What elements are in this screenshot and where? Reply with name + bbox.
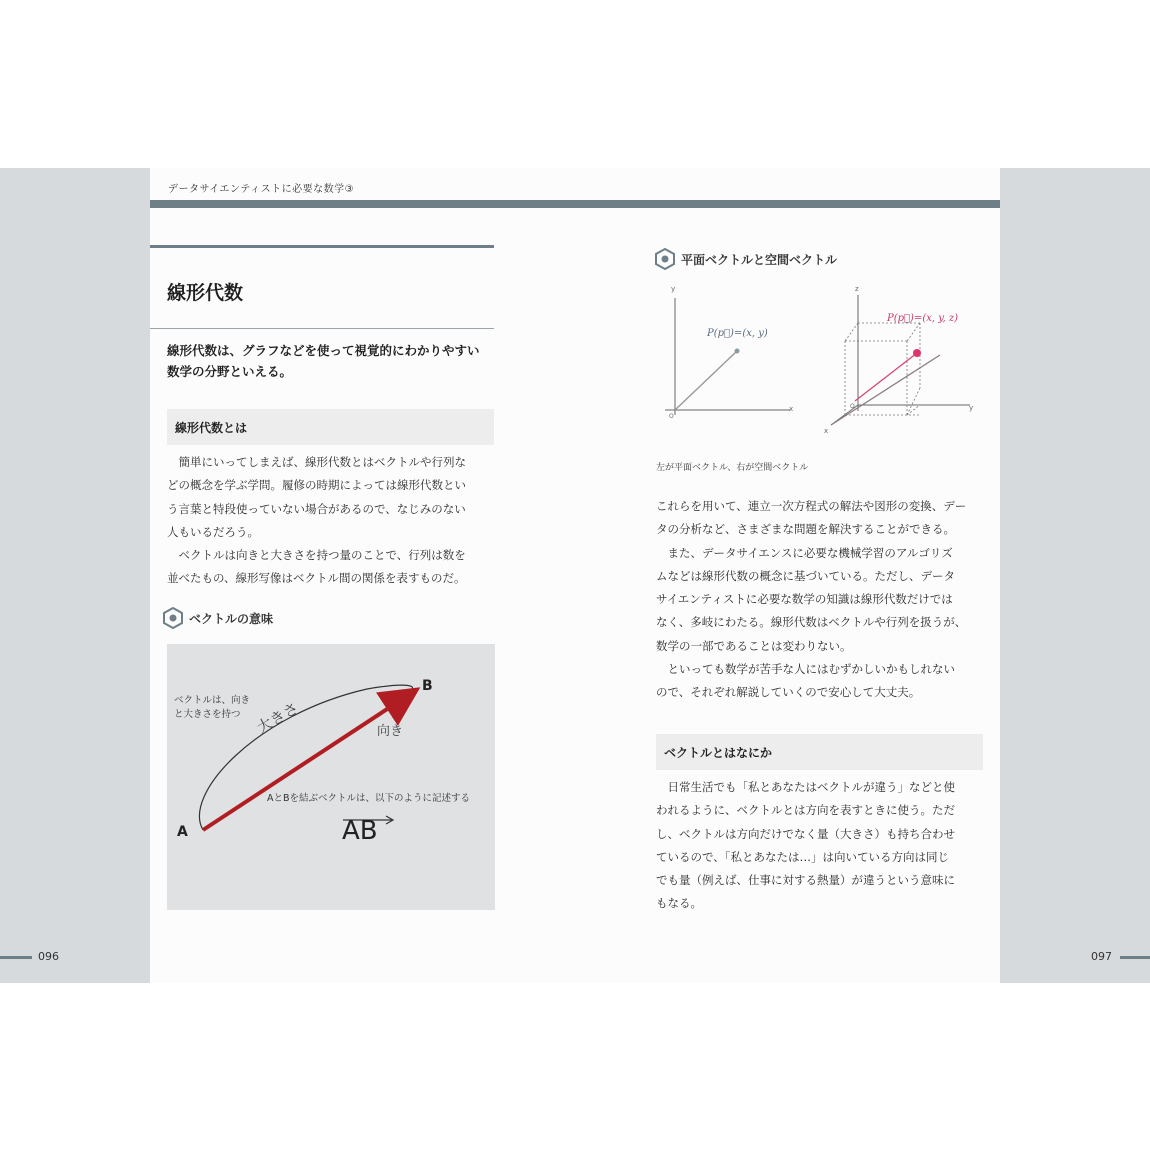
- right-outer-margin: [1000, 168, 1150, 983]
- chapter-title: 線形代数: [167, 282, 244, 304]
- axis-label-x-2d: x: [789, 405, 794, 413]
- body-line: タの分析など、さまざまな問題を解決することができる。: [656, 522, 955, 537]
- lead-line: 線形代数は、グラフなどを使って視覚的にわかりやすい: [167, 343, 480, 358]
- running-head: データサイエンティストに必要な数学③: [168, 184, 355, 195]
- left-outer-margin: [0, 168, 150, 983]
- body-line: サイエンティストに必要な数学の知識は線形代数だけでは: [656, 592, 953, 607]
- section-heading: ベクトルとはなにか: [664, 746, 773, 760]
- label-direction: 向き: [377, 724, 404, 739]
- vector-diagram: [167, 644, 495, 910]
- body-text-right: [656, 495, 986, 705]
- body-line: ベクトルは向きと大きさを持つ量のことで、行列は数を: [178, 548, 466, 563]
- title-bottom-rule: [150, 328, 494, 329]
- body-line: 人もいるだろう。: [167, 524, 259, 539]
- body-line: う言葉と特段使っていない場合があるので、なじみのない: [167, 501, 466, 516]
- subheading-vector-meaning: [163, 607, 273, 629]
- vector-notation: AB: [342, 816, 378, 846]
- lead-paragraph: [167, 340, 497, 382]
- subheading-label: 平面ベクトルと空間ベクトル: [681, 252, 838, 267]
- point-p-2d: [735, 349, 740, 354]
- reference-line-3d: [831, 355, 940, 425]
- body-line: もなる。: [656, 896, 702, 911]
- body-line: し、ベクトルは方向だけでなく量（大きさ）も持ち合わせ: [656, 826, 955, 841]
- body-line: また、データサイエンスに必要な機械学習のアルゴリズ: [667, 545, 953, 560]
- lead-line: 数学の分野といえる。: [167, 364, 293, 379]
- page-number-left: 096: [38, 950, 59, 963]
- body-line: ムなどは線形代数の概念に基づいている。ただし、データ: [656, 568, 955, 583]
- vector-figures: [655, 283, 985, 443]
- page-number-rule-right: [1120, 956, 1150, 959]
- section-heading: 線形代数とは: [175, 421, 248, 435]
- origin-label-3d: O: [850, 403, 855, 410]
- label-plane-vector: P(p⃗)=(x, y): [707, 328, 768, 339]
- body-text-section1: [167, 451, 497, 591]
- body-line: どの概念を学ぶ学問。履修の時期によっては線形代数とい: [167, 478, 466, 493]
- label-magnitude: 大きさ: [253, 698, 302, 737]
- vector-2d: [675, 351, 737, 410]
- box-3d: [845, 323, 920, 415]
- axis-label-x-3d: x: [824, 427, 829, 435]
- body-line: 並べたもの、線形写像はベクトル間の関係を表すものだ。: [167, 571, 466, 586]
- header-rule: [150, 200, 1000, 208]
- body-line: ので、それぞれ解説していくので安心して大丈夫。: [656, 685, 921, 700]
- point-a-label: A: [177, 824, 188, 840]
- notation-note: AとBを結ぶベクトルは、以下のように記述する: [267, 793, 471, 804]
- origin-label-2d: O: [669, 413, 674, 420]
- body-text-section2: [656, 776, 986, 916]
- hexagon-icon: [163, 607, 183, 629]
- vector-note: [174, 694, 250, 722]
- body-line: 数学の一部であることは変わりない。: [656, 638, 852, 653]
- plane-vector-figure: [665, 298, 790, 415]
- book-spread: [0, 168, 1150, 983]
- axis-label-y-2d: y: [671, 285, 676, 293]
- body-line: でも量（例えば、仕事に対する熱量）が違うという意味に: [656, 873, 955, 888]
- label-space-vector: P(p⃗)=(x, y, z): [887, 313, 959, 324]
- figure-caption: 左が平面ベクトル、右が空間ベクトル: [656, 463, 809, 473]
- page-number-rule-left: [0, 956, 32, 959]
- point-b-label: B: [422, 678, 433, 694]
- vector-meaning-illustration: [167, 644, 495, 910]
- body-line: なく、多岐にわたる。線形代数はベクトルや行列を扱うが、: [656, 615, 967, 630]
- body-line: といっても数学が苦手な人にはむずかしいかもしれない: [667, 662, 955, 677]
- body-line: これらを用いて、連立一次方程式の解法や図形の変換、デー: [656, 499, 967, 513]
- subheading-label: ベクトルの意味: [189, 611, 274, 626]
- body-line: 簡単にいってしまえば、線形代数とはベクトルや行列な: [178, 455, 466, 469]
- body-line: われるように、ベクトルとは方向を表すときに使う。ただ: [656, 803, 955, 818]
- title-top-rule: [150, 245, 494, 248]
- subheading-plane-space-vector: [655, 248, 837, 270]
- axis-label-y-3d: y: [969, 404, 974, 412]
- hexagon-icon: [655, 248, 675, 270]
- page-number-right: 097: [1091, 950, 1112, 963]
- body-line: 日常生活でも「私とあなたはベクトルが違う」などと使: [667, 780, 955, 794]
- body-line: ているので、「私とあなたは…」は向いている方向は同じ: [656, 849, 950, 864]
- vector-note-line: と大きさを持つ: [174, 709, 241, 720]
- vector-3d: [855, 353, 917, 401]
- vector-note-line: ベクトルは、向き: [174, 695, 251, 706]
- point-p-3d: [913, 349, 921, 357]
- axis-label-z-3d: z: [855, 285, 859, 293]
